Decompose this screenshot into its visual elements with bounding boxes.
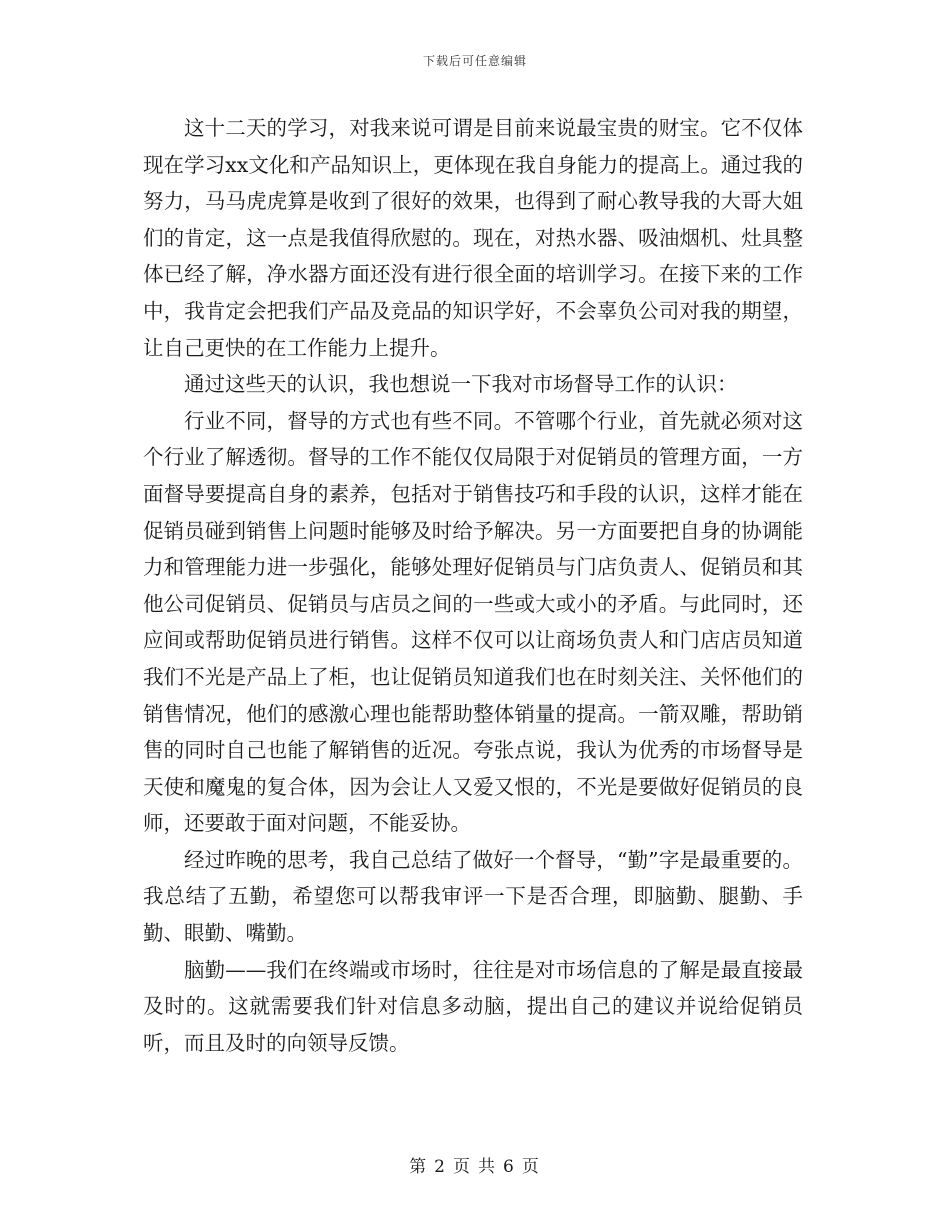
header-text: 下载后可任意编辑 [422,54,527,68]
page-footer [0,1152,950,1177]
paragraph: 经过昨晚的思考，我自己总结了做好一个督导，“勤”字是最重要的。我总结了五勤，希望您可以帮我审评一下是否合理，即脑勤、腿勤、手勤、眼勤、嘴勤。 [143,847,803,946]
document-body [143,110,803,1061]
footer-prefix: 第 [409,1157,429,1177]
total-page-count: 6 [503,1157,516,1177]
footer-page-word: 页 [453,1157,472,1177]
paragraph: 行业不同，督导的方式也有些不同。不管哪个行业，首先就必须对这个行业了解透彻。督导的工作不能仅仅局限于对促销员的管理方面，一方面督导要提高自身的素养，包括对于销售技巧和手段的认识，这样才能在促销员碰到销售上问题时能够及时给予解决。另一方面要把自身的协调能力和管理能力进一步强化，能够处理好促销员与门店负责人、促销员和其他公司促销员、促销员与店员之间的一些或大或小的矛盾。与此同时，还应间或帮助促销员进行销售。这样不仅可以让商场负责人和门店店员知道我们不光是产品上了柜，也让促销员知道我们也在时刻关注、关怀他们的销售情况，他们的感激心理也能帮助整体销量的提高。一箭双雕，帮助销售的同时自己也能了解销售的近况。夸张点说，我认为优秀的市场督导是天使和魔鬼的复合体，因为会让人又爱又恨的，不光是要做好促销员的良师，还要敢于面对问题，不能妥协。 [143,408,803,836]
page-header [0,52,950,69]
footer-total-word: 共 [478,1157,497,1177]
paragraph: 这十二天的学习，对我来说可谓是目前来说最宝贵的财宝。它不仅体现在学习xx文化和产品知识上，更体现在我自身能力的提高上。通过我的努力，马马虎虎算是收到了很好的效果，也得到了耐心教导我的大哥大姐们的肯定，这一点是我值得欣慰的。现在，对热水器、吸油烟机、灶具整体已经了解，净水器方面还没有进行很全面的培训学习。在接下来的工作中，我肯定会把我们产品及竞品的知识学好，不会辜负公司对我的期望，让自己更快的在工作能力上提升。 [143,116,803,360]
current-page-number: 2 [434,1157,447,1177]
paragraph: 脑勤——我们在终端或市场时，往往是对市场信息的了解是最直接最及时的。这就需要我们针对信息多动脑，提出自己的建议并说给促销员听，而且及时的向领导反馈。 [143,957,803,1055]
footer-suffix: 页 [521,1157,541,1177]
paragraph: 通过这些天的认识，我也想说一下我对市场督导工作的认识： [184,372,738,397]
